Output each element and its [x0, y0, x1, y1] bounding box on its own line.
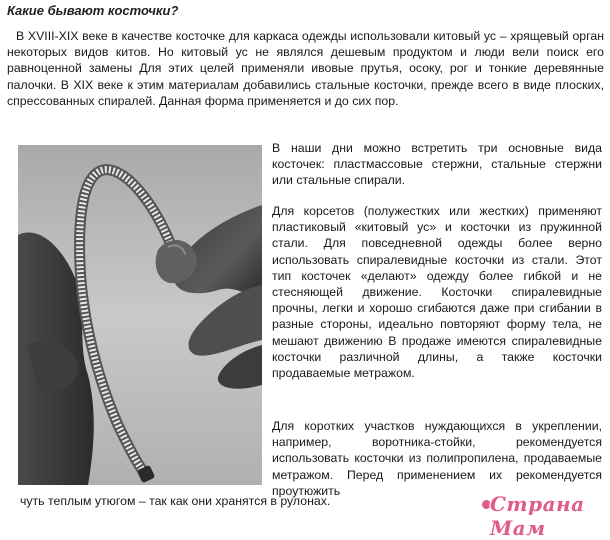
photo-spiral-bone [18, 145, 262, 485]
paragraph-history: В XVIII-XIX веке в качестве косточке для каркаса одежды использовали китовый ус – хрящевый орган некоторых видов китов. Но китовый ус не являлся дешевым продуктом и люди вели поиск его равноценной замены Для этих целей применяли ивовые прутья, осоку, рог и тонкие деревянные палочки. В XIX веке к этим материалам добавились стальные косточки, прежде всего в виде плоских, спрессованных спиралей. Данная форма применяется и до сих пор. [7, 29, 604, 108]
spiral-bone-illustration [18, 145, 262, 485]
paragraph-types: В наши дни можно встретить три основные вида косточек: пластмассовые стержни, стальные стержни или стальные спирали. [272, 141, 602, 188]
watermark-logo: Страна Мам [490, 492, 585, 540]
article-title: Какие бывают косточки? [7, 3, 179, 18]
paragraph-corsets: Для корсетов (полужестких или жестких) применяют пластиковый «китовый ус» и косточки из пружинной стали. Для повседневной одежды более верно использовать спиралевидные косточки из стали. Этот тип косточек «делают» одежду более гибкой и не стесняющей движение. Косточки спиралевидные прочны, легки и хорошо сгибаются даже при сгибании в разные стороны, идеально повторяют форму тела, не мешают движению В продаже имеются спиралевидные косточки различной длины, а также косточки продаваемые метражом. [272, 204, 602, 381]
paragraph-short-sections: Для коротких участков нуждающихся в укреплении, например, воротника-стойки, рекомендуется использовать косточки из полипропилена, продаваемые метражом. Перед применением их рекомендуется проутюжить [272, 419, 602, 498]
paragraph-iron-note: чуть теплым утюгом – так как они хранятся в рулонах. [20, 494, 331, 508]
